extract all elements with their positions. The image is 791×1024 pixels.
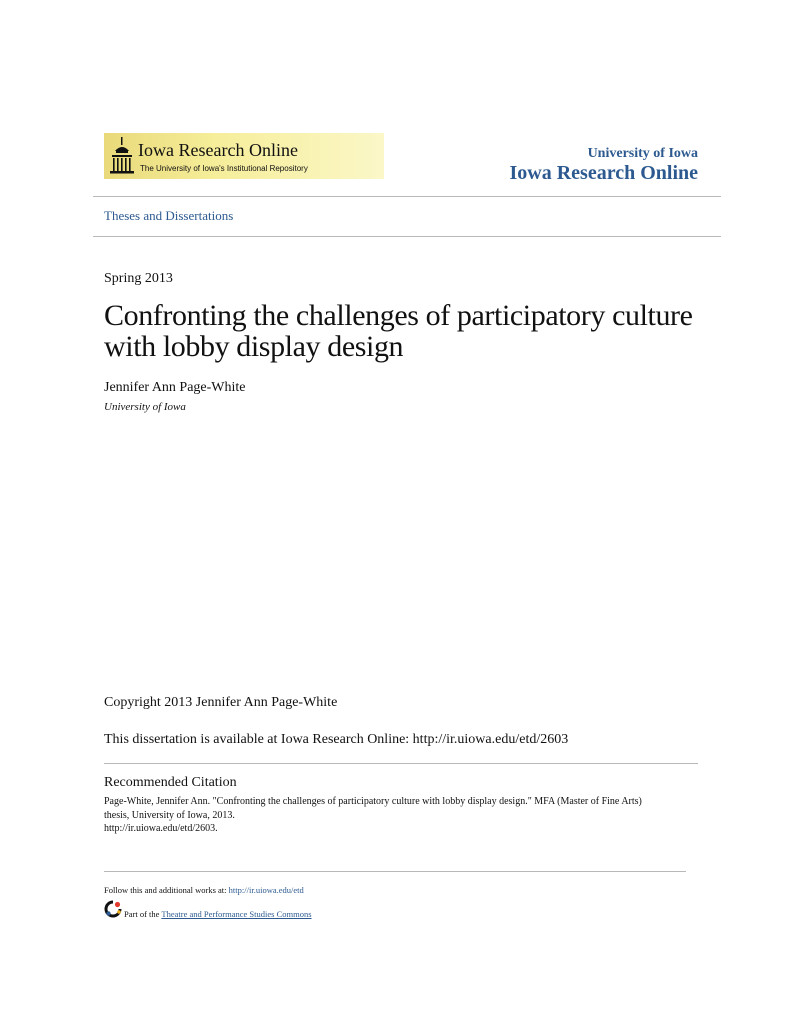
publication-date: Spring 2013 [104, 271, 173, 286]
partof-prefix: Part of the [124, 909, 162, 919]
commons-network-icon [104, 900, 122, 918]
copyright-notice: Copyright 2013 Jennifer Ann Page-White [104, 695, 338, 710]
follow-line [104, 885, 304, 895]
collection-divider [93, 236, 721, 237]
commons-link[interactable]: Theatre and Performance Studies Commons [161, 909, 312, 919]
logo-subtitle: The University of Iowa's Institutional Repository [140, 164, 308, 173]
citation-line-3: http://ir.uiowa.edu/etd/2603. [104, 823, 218, 834]
availability-statement: This dissertation is available at Iowa Research Online: http://ir.uiowa.edu/etd/2603 [104, 732, 569, 747]
citation-line-1: Page-White, Jennifer Ann. "Confronting the challenges of participatory culture with lobby display design." MFA (Master of Fine Arts) [104, 796, 642, 807]
author-name: Jennifer Ann Page-White [104, 380, 246, 395]
iowa-research-online-logo[interactable] [104, 133, 384, 179]
citation-heading: Recommended Citation [104, 775, 237, 790]
header-divider [93, 196, 721, 197]
author-affiliation: University of Iowa [104, 401, 186, 413]
citation-divider [104, 763, 698, 764]
follow-link[interactable]: http://ir.uiowa.edu/etd [228, 885, 304, 895]
citation-text [104, 795, 704, 836]
old-capitol-icon [110, 137, 134, 175]
partof-line [124, 909, 312, 919]
follow-prefix: Follow this and additional works at: [104, 885, 229, 895]
collection-link[interactable]: Theses and Dissertations [104, 208, 234, 223]
logo-title: Iowa Research Online [138, 140, 298, 160]
citation-line-2: thesis, University of Iowa, 2013. [104, 809, 235, 821]
footer-divider [104, 871, 686, 872]
university-name[interactable]: University of Iowa [587, 146, 698, 161]
document-title: Confronting the challenges of participatory culture with lobby display design [104, 299, 693, 363]
repository-name[interactable]: Iowa Research Online [509, 162, 698, 184]
